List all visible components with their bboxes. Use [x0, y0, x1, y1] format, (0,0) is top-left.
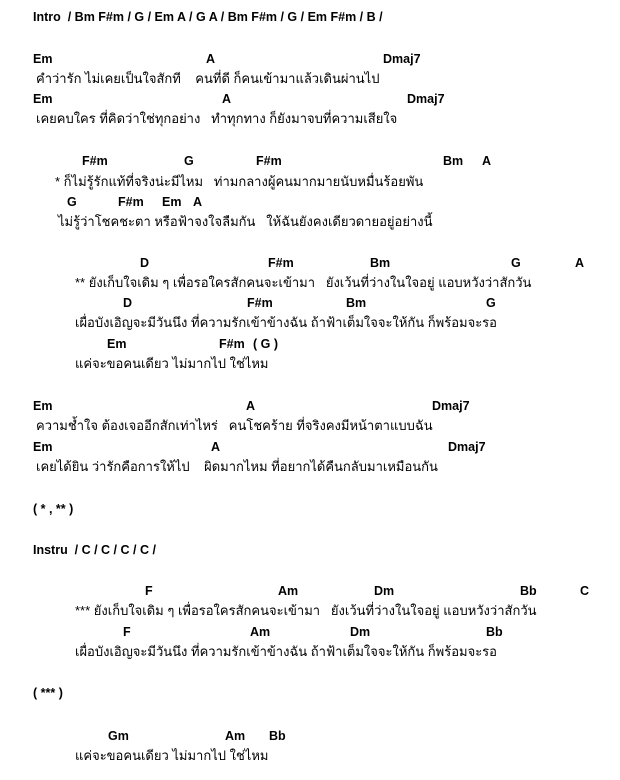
chord: G [511, 256, 521, 270]
lyric-line: แค่จะขอคนเดียว ไม่มากไป ใช่ไหม [75, 748, 269, 763]
chord: ( G ) [253, 337, 278, 351]
chord: Bm [370, 256, 391, 270]
chord: Am [250, 625, 271, 639]
lyric-line: ** ยังเก็บใจเดิม ๆ เพื่อรอใครสักคนจะเข้ามา ยังเว้นที่ว่างในใจอยู่ แอบหวังว่าสักวัน [75, 275, 532, 290]
chord: A [246, 399, 256, 413]
lyric-line: *** ยังเก็บใจเดิม ๆ เพื่อรอใครสักคนจะเข้ามา ยังเว้นที่ว่างในใจอยู่ แอบหวังว่าสักวัน [75, 603, 537, 618]
lyric-line: แค่จะขอคนเดียว ไม่มากไป ใช่ไหม [75, 356, 269, 371]
chord: Em [162, 195, 182, 209]
lyric-line: เคยคบใคร ที่คิดว่าใช่ทุกอย่าง ทำทุกทาง ก็ยังมาจบที่ความเสียใจ [36, 111, 398, 126]
chord: Am [278, 584, 299, 598]
chord: Em [33, 399, 53, 413]
chord: Em [33, 52, 53, 66]
chord: F#m [219, 337, 245, 351]
chord: A [211, 440, 221, 454]
chord: Bb [269, 729, 286, 743]
chord: A [206, 52, 216, 66]
chord: F#m [268, 256, 294, 270]
chord: Dm [374, 584, 395, 598]
lyric-line: * ก็ไม่รู้รักแท้ที่จริงน่ะมีไหม ท่ามกลางผู้คนมากมายนับหมื่นร้อยพัน [55, 174, 424, 189]
chord: Em [33, 92, 53, 106]
chord: C [580, 584, 590, 598]
lyric-line: เผื่อบังเอิญจะมีวันนึง ที่ความรักเข้าข้างฉัน ถ้าฟ้าเต็มใจจะให้กัน ก็พร้อมจะรอ [75, 644, 497, 659]
chord: G [486, 296, 496, 310]
intro-chords: Intro / Bm F#m / G / Em A / G A / Bm F#m / G / Em F#m / B / [33, 10, 383, 24]
chord: D [123, 296, 133, 310]
chord: F#m [118, 195, 144, 209]
chord: A [222, 92, 232, 106]
chord: Bm [443, 154, 464, 168]
chord: A [193, 195, 203, 209]
chord: Em [107, 337, 127, 351]
lyric-line: เคยได้ยิน ว่ารักคือการให้ไป ผิดมากไหม ที่อยากได้คืนกลับมาเหมือนกัน [36, 459, 438, 474]
repeat-marker: ( *** ) [33, 686, 63, 700]
chord: G [67, 195, 77, 209]
chord: F#m [256, 154, 282, 168]
chord: D [140, 256, 150, 270]
lyric-line: ความช้ำใจ ต้องเจออีกสักเท่าไหร่ คนโชคร้าย ที่จริงคงมีหน้าตาแบบฉัน [36, 418, 433, 433]
chord: Dmaj7 [448, 440, 486, 454]
chord: Dmaj7 [407, 92, 445, 106]
chord: F [123, 625, 131, 639]
chord: G [184, 154, 194, 168]
instru-chords: Instru / C / C / C / C / [33, 543, 156, 557]
chord: A [575, 256, 585, 270]
chord: Gm [108, 729, 129, 743]
chord: F#m [247, 296, 273, 310]
lyric-line: ไม่รู้ว่าโชคชะตา หรือฟ้าจงใจลืมกัน ให้ฉันยังคงเดียวดายอยู่อย่างนี้ [58, 214, 433, 229]
chord: Am [225, 729, 246, 743]
chord: F#m [82, 154, 108, 168]
chord: Bb [486, 625, 503, 639]
chord: Bb [520, 584, 537, 598]
chord: Dmaj7 [383, 52, 421, 66]
repeat-marker: ( * , ** ) [33, 502, 74, 516]
chord: Bm [346, 296, 367, 310]
lyric-line: คำว่ารัก ไม่เคยเป็นใจสักที คนที่ดี ก็คนเข้ามาแล้วเดินผ่านไป [36, 71, 380, 86]
chord: Dmaj7 [432, 399, 470, 413]
chord: F [145, 584, 153, 598]
lyric-line: เผื่อบังเอิญจะมีวันนึง ที่ความรักเข้าข้างฉัน ถ้าฟ้าเต็มใจจะให้กัน ก็พร้อมจะรอ [75, 315, 497, 330]
chord: Em [33, 440, 53, 454]
chord: Dm [350, 625, 371, 639]
chord: A [482, 154, 492, 168]
